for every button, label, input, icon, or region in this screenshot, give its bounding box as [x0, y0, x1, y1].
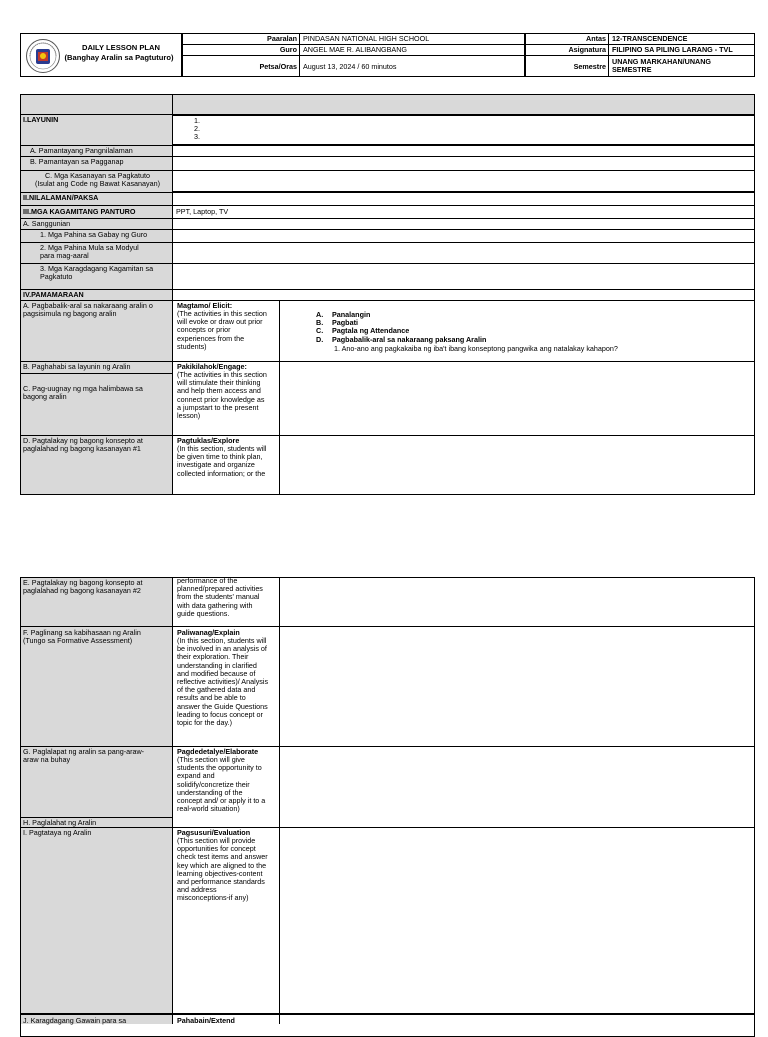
step-item: B. Pagbati [316, 318, 358, 328]
explain-title: Paliwanag/Explain [177, 628, 240, 637]
engage-body: (The activities in this section will stimulate their thinking and help them access and connect prior knowledge as a jumpstart to the present lesson) [177, 370, 267, 421]
layunin-items: 1. 2. 3. [194, 116, 200, 142]
layunin-c: C. Mga Kasanayan sa Pagkatuto (Isulat ang Code ng Bawat Kasanayan) [34, 171, 161, 189]
elicit-body: (The activities in this section will evoke or draw out prior concepts or prior experiences from the students) [177, 309, 267, 351]
sanggunian-2: 2. Mga Pahina Mula sa Modyul para mag-aaral [40, 243, 139, 261]
engage-title: Pakikilahok/Engage: [177, 362, 247, 371]
review-question: 1. Ano-ano ang pagkakaiba ng iba't ibang konseptong pangwika ang natalakay kahapon? [334, 344, 618, 353]
step-e-label: E. Pagtalakay ng bagong konsepto at paglalahad ng bagong kasanayan #2 [23, 578, 143, 596]
explore-title: Pagtuklas/Explore [177, 436, 240, 445]
guro-label: Guro [279, 45, 297, 54]
step-i-label: I. Pagtataya ng Aralin [23, 828, 92, 837]
semestre-label: Semestre [573, 62, 606, 71]
layunin-a: A. Pamantayang Pangnilalaman [30, 146, 133, 155]
semestre-value: UNANG MARKAHAN/UNANG SEMESTRE [612, 57, 712, 74]
antas-label: Antas [586, 34, 606, 43]
sanggunian-3: 3. Mga Karagdagang Kagamitan sa Pagkatuto [40, 264, 154, 282]
paaralan-label: Paaralan [267, 34, 297, 43]
elicit-title: Magtamo/ Elicit: [177, 301, 233, 310]
sanggunian-1: 1. Mga Pahina sa Gabay ng Guro [40, 230, 148, 239]
step-c-label: C. Pag-uugnay ng mga halimbawa sa bagong aralin [23, 384, 143, 402]
explain-body: (In this section, students will be involved in an analysis of their exploration. Their understanding in clarified and modified because of reflective activities)/ Analysis of the gathered data and results and be able to answer the Guide Questions leading to focus concept or topic for the day.) [177, 636, 269, 728]
table-head-row [20, 94, 755, 115]
step-e-body: performance of the planned/prepared activities from the students' manual with data gathering with guide questions. [177, 576, 263, 618]
step-item: A. Panalangin [316, 310, 371, 319]
petsa-value: August 13, 2024 / 60 minutos [303, 62, 397, 71]
sanggunian: A. Sanggunian [23, 219, 71, 228]
kagamitan-value: PPT, Laptop, TV [176, 207, 229, 216]
asignatura-value: FILIPINO SA PILING LARANG - TVL [612, 45, 733, 54]
layunin-b: B. Pamantayan sa Pagganap [30, 157, 124, 166]
step-item: D. Pagbabalik-aral sa nakaraang paksang Aralin [316, 334, 487, 344]
header-subtitle: (Banghay Aralin sa Pagtuturo) [64, 53, 174, 62]
guro-value: ANGEL MAE R. ALIBANGBANG [303, 45, 407, 54]
nilalaman-title: II.NILALAMAN/PAKSA [23, 193, 99, 202]
antas-value: 12-TRANSCENDENCE [612, 34, 688, 43]
elicit-steps [316, 311, 746, 344]
extend-title: Pahabain/Extend [177, 1016, 235, 1025]
elaborate-title: Pagdedetalye/Elaborate [177, 747, 259, 756]
layunin-title: I.LAYUNIN [23, 115, 59, 124]
pamamaraan-title: IV.PAMAMARAAN [23, 290, 84, 299]
paaralan-value: PINDASAN NATIONAL HIGH SCHOOL [303, 34, 430, 43]
evaluation-body: (This section will provide opportunities for concept check test items and answer key which are aligned to the learning objectives-content and performance standards and address misconceptions-if any) [177, 836, 268, 903]
explore-body: (In this section, students will be given time to think plan, investigate and organize collected information; or the [177, 444, 267, 478]
step-b-label: B. Paghahabi sa layunin ng Aralin [23, 362, 131, 371]
evaluation-title: Pagsusuri/Evaluation [177, 828, 251, 837]
step-j-label: J. Karagdagang Gawain para sa [23, 1016, 127, 1025]
header-title: DAILY LESSON PLAN [81, 43, 161, 52]
elaborate-body: (This section will give students the opportunity to expand and solidify/concretize their understanding of the concept and/ or apply it to a real-world situation) [177, 755, 266, 814]
step-a-label: A. Pagbabalik-aral sa nakaraang aralin o pagsisimula ng bagong aralin [23, 301, 153, 319]
asignatura-label: Asignatura [568, 45, 606, 54]
step-item: C. Pagtala ng Attendance [316, 326, 410, 336]
step-h-label: H. Paglalahat ng Aralin [23, 818, 97, 827]
step-f-label: F. Paglinang sa kabihasaan ng Aralin (Tungo sa Formative Assessment) [23, 628, 141, 646]
step-g-label: G. Paglalapat ng aralin sa pang-araw- araw na buhay [23, 747, 145, 765]
kagamitan-title: III.MGA KAGAMITANG PANTURO [23, 207, 136, 216]
step-d-label: D. Pagtalakay ng bagong konsepto at paglalahad ng bagong kasanayan #1 [23, 436, 143, 454]
deped-seal-icon [24, 38, 62, 74]
petsa-label: Petsa/Oras [259, 62, 297, 71]
